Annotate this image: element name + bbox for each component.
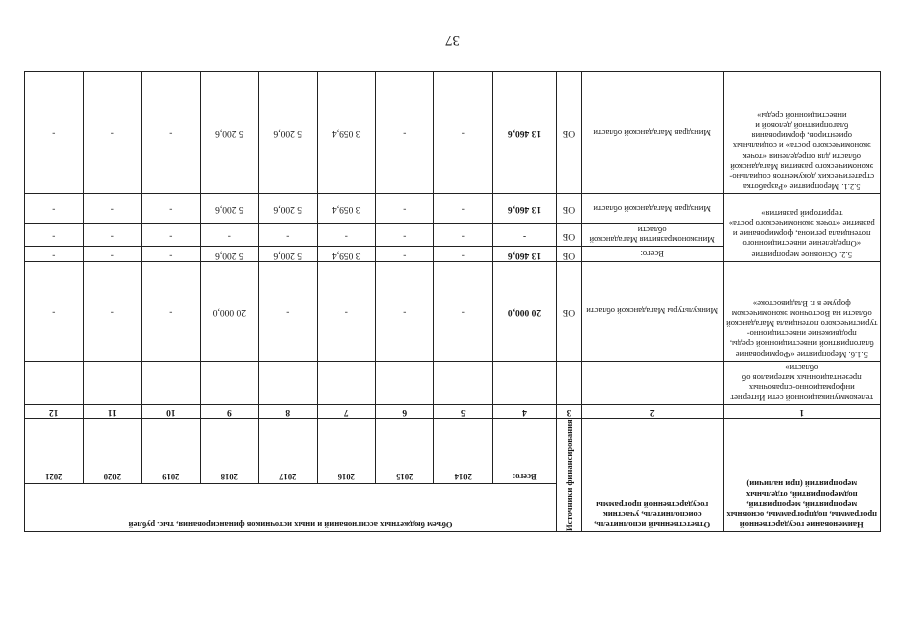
header-source-col — [557, 419, 582, 532]
row-52-value: 5 200,6 — [200, 247, 258, 261]
column-index: 4 — [492, 405, 556, 419]
row-52-value: - — [434, 247, 492, 261]
header-year: 2014 — [434, 419, 492, 484]
column-index: 6 — [376, 405, 434, 419]
row-521-value: 5 200,6 — [200, 72, 258, 194]
row-516-value: 20 000,0 — [200, 261, 258, 361]
row-516-value: - — [317, 261, 375, 361]
header-year: 2021 — [25, 419, 84, 484]
row-52-value: 3 059,4 — [317, 247, 375, 261]
row-52-value: 3 059,4 — [317, 194, 375, 224]
row-516-total: 20 000,0 — [492, 261, 556, 361]
header-source-label: Источники финансирования — [563, 419, 574, 531]
row-516-name: 5.1.6. Мероприятие «Формирование благоприятной инвестиционной среды, продвижение инвестиционно-туристического потенциала Магаданской области на Восточном экономическом форуме в г. Владивостоке» — [723, 261, 880, 361]
row-52-value: - — [25, 194, 84, 224]
continuation-text: телекоммуникационной сети Интернет информационно-справочных презентационных материалов об области» — [723, 361, 880, 405]
row-52-value: - — [83, 194, 141, 224]
row-521-name: 5.2.1. Мероприятие «Разработка стратегических документов социально-экономического развития Магаданской области для определения «точек экономического роста» и социальных ориентиров, формирования благоприятной деловой и инвестиционной среды» — [723, 72, 880, 194]
column-index: 7 — [317, 405, 375, 419]
row-52-value: - — [376, 247, 434, 261]
row-521-value: - — [376, 72, 434, 194]
row-52-source: ОБ — [557, 224, 582, 247]
header-year: 2019 — [142, 419, 200, 484]
header-year: 2017 — [259, 419, 317, 484]
row-52-value: - — [25, 247, 84, 261]
row-52-total: - — [492, 224, 556, 247]
row-52-value: - — [142, 194, 200, 224]
column-index: 9 — [200, 405, 258, 419]
row-516-executor: Минкультуры Магаданской области — [581, 261, 723, 361]
row-52-total: 13 460,6 — [492, 194, 556, 224]
row-521-value: - — [434, 72, 492, 194]
table-row — [25, 247, 881, 261]
row-52-executor: Минздрав Магаданской области — [581, 194, 723, 224]
row-52-value: - — [259, 224, 317, 247]
row-52-value: 5 200,6 — [200, 194, 258, 224]
header-year: 2016 — [317, 419, 375, 484]
header-total: Всего: — [492, 419, 556, 484]
row-52-value: - — [25, 224, 84, 247]
row-521-executor: Минздрав Магаданской области — [581, 72, 723, 194]
row-516-value: - — [142, 261, 200, 361]
row-52-value: - — [83, 224, 141, 247]
header-executor-col: Ответственный исполнитель, соисполнитель, участник государственной программы — [581, 419, 723, 532]
row-516-value: - — [376, 261, 434, 361]
row-521-value: - — [142, 72, 200, 194]
row-52-source: ОБ — [557, 247, 582, 261]
column-index: 5 — [434, 405, 492, 419]
column-index: 11 — [83, 405, 141, 419]
row-52-executor: Минэкономразвития Магаданской области — [581, 224, 723, 247]
budget-table — [24, 71, 881, 532]
row-516-value: - — [25, 261, 84, 361]
row-52-value: - — [83, 247, 141, 261]
row-52-value: - — [142, 247, 200, 261]
row-521-value: - — [25, 72, 84, 194]
column-index: 10 — [142, 405, 200, 419]
row-516-value: - — [434, 261, 492, 361]
header-year: 2015 — [376, 419, 434, 484]
row-521-value: - — [83, 72, 141, 194]
table-row — [25, 361, 881, 405]
row-516-source: ОБ — [557, 261, 582, 361]
table-row — [25, 261, 881, 361]
row-521-source: ОБ — [557, 72, 582, 194]
row-52-value: - — [142, 224, 200, 247]
row-516-value: - — [83, 261, 141, 361]
row-52-name: 5.2. Основное мероприятие «Определение инвестиционного потенциала региона, формирование и развитие «точек экономического роста» территорий развития» — [723, 194, 880, 261]
column-index: 2 — [581, 405, 723, 419]
column-index: 3 — [557, 405, 582, 419]
row-52-value: - — [434, 224, 492, 247]
header-year: 2018 — [200, 419, 258, 484]
row-52-value: - — [317, 224, 375, 247]
row-521-value: 5 200,6 — [259, 72, 317, 194]
column-index: 12 — [25, 405, 84, 419]
header-name-col: Наименование государственной программы, подпрограммы, основных мероприятий, мероприятий, подмероприятий, отдельных мероприятий (при наличии) — [723, 419, 880, 532]
page-number: 37 — [445, 32, 460, 48]
row-52-source: ОБ — [557, 194, 582, 224]
table-row — [25, 72, 881, 194]
row-52-value: 5 200,6 — [259, 247, 317, 261]
row-52-value: 5 200,6 — [259, 194, 317, 224]
row-521-total: 13 460,6 — [492, 72, 556, 194]
header-budget-group: Объем бюджетных ассигнований и иных источников финансирования, тыс. рублей — [25, 484, 557, 532]
row-52-value: - — [200, 224, 258, 247]
row-52-value: - — [376, 224, 434, 247]
column-index-row — [25, 405, 881, 419]
row-52-total: 13 460,6 — [492, 247, 556, 261]
row-52-value: - — [376, 194, 434, 224]
row-52-executor: Всего: — [581, 247, 723, 261]
column-index: 1 — [723, 405, 880, 419]
header-year: 2020 — [83, 419, 141, 484]
row-516-value: - — [259, 261, 317, 361]
column-index: 8 — [259, 405, 317, 419]
row-52-value: - — [434, 194, 492, 224]
row-521-value: 3 059,4 — [317, 72, 375, 194]
